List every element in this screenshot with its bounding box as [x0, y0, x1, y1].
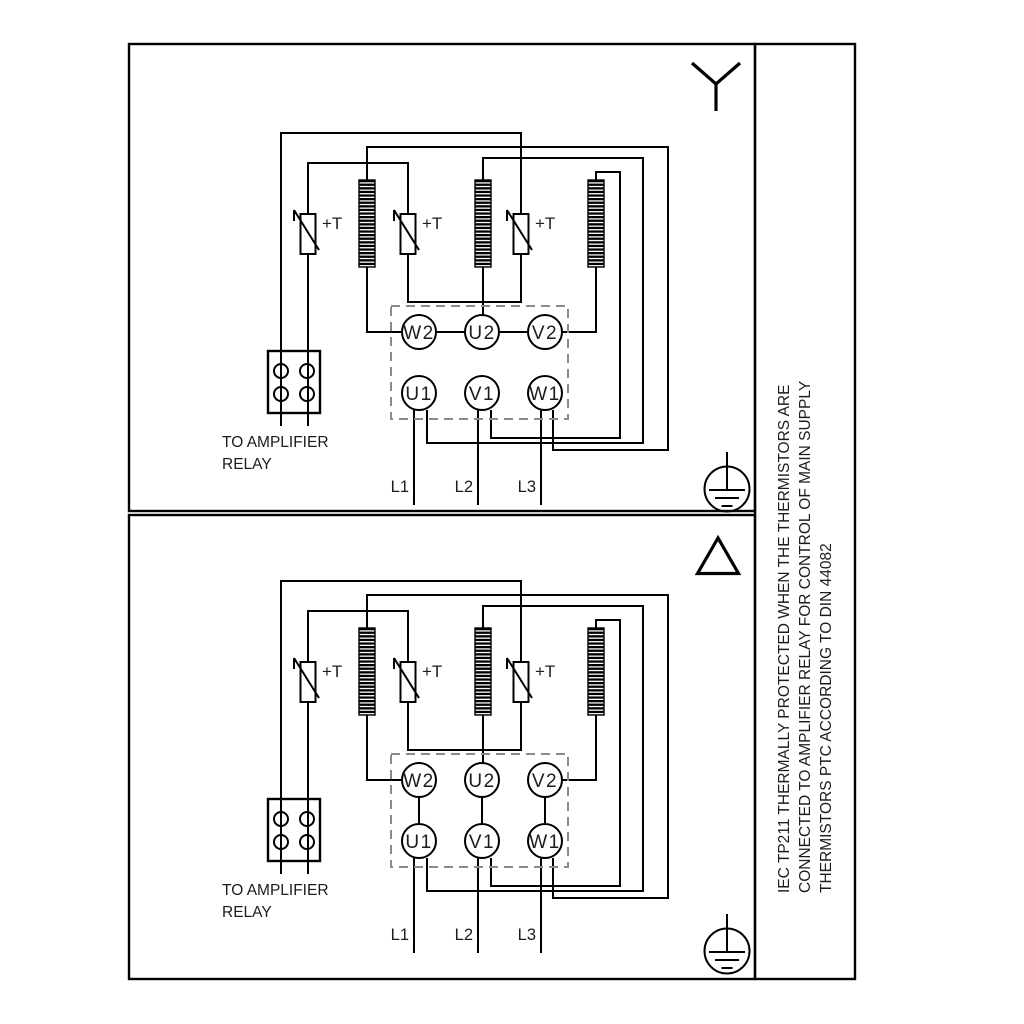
thermistor-2-label: +T: [422, 214, 443, 233]
side-note-line3: THERMISTORS PTC ACCORDING TO DIN 44082: [818, 543, 835, 893]
side-note-line2: CONNECTED TO AMPLIFIER RELAY FOR CONTROL OF MAIN SUPPLY: [797, 380, 814, 893]
winding-u-bar: [475, 180, 491, 267]
terminal-u2-label: U2: [468, 323, 496, 344]
terminal-v2-label: V2: [531, 323, 559, 344]
winding-v-bar: [588, 180, 604, 267]
supply-l3-label: L3: [517, 478, 536, 496]
terminal-u1-label: U1: [405, 384, 433, 405]
terminal-w2-label: W2: [403, 323, 435, 344]
winding-w-bar: [359, 180, 375, 267]
relay-caption-line2: RELAY: [222, 456, 272, 473]
thermistor-1-label: +T: [322, 214, 343, 233]
thermistor-3-label: +T: [535, 214, 556, 233]
supply-l2-label: L2: [454, 478, 473, 496]
side-note-line1: IEC TP211 THERMALLY PROTECTED WHEN THE THERMISTORS ARE: [776, 384, 793, 893]
supply-l1-label: L1: [390, 478, 409, 496]
relay-caption-line1: TO AMPLIFIER: [222, 434, 329, 451]
terminal-w1-label: W1: [529, 384, 561, 405]
terminal-v1-label: V1: [468, 384, 496, 405]
